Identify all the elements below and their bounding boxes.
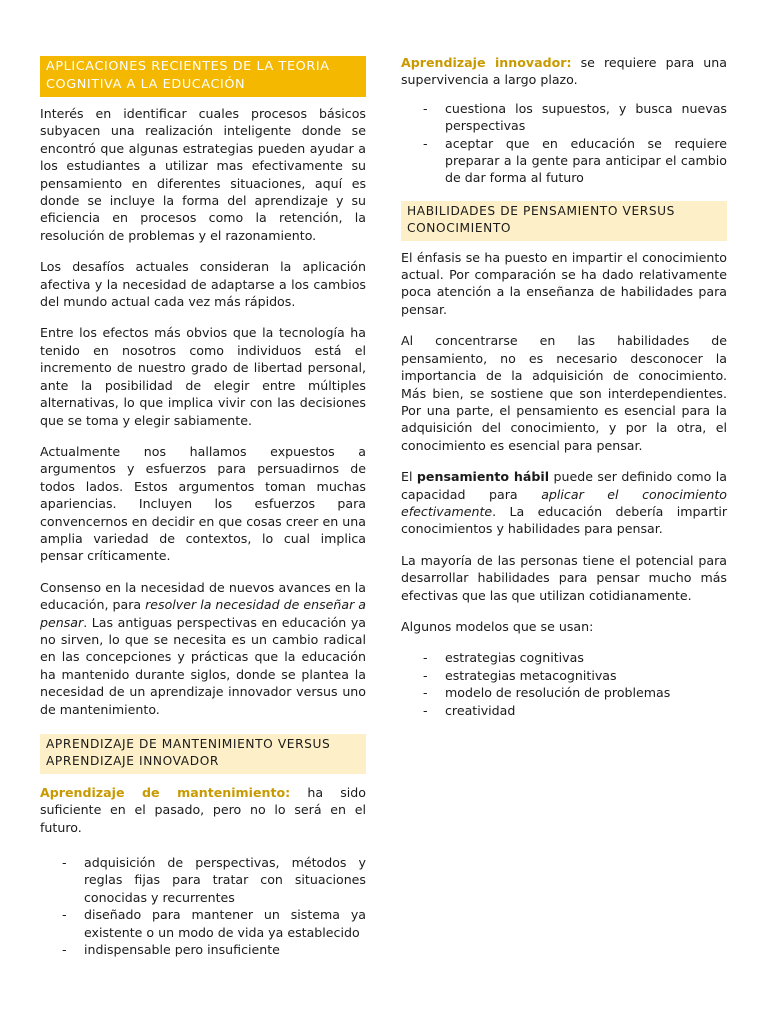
main-title: APLICACIONES RECIENTES DE LA TEORIA COGNITIVA A LA EDUCACIÓN bbox=[46, 59, 330, 92]
dash-bullet-icon: - bbox=[423, 135, 428, 151]
list-item-text: indispensable pero insuficiente bbox=[84, 942, 280, 958]
list-item bbox=[401, 667, 727, 684]
paragraph-mayoria: La mayoría de las personas tiene el potencial para desarrollar habilidades para pensar mucho más efectivas que las que utilizan cotidianamente. bbox=[401, 552, 727, 603]
list-item bbox=[40, 941, 366, 958]
right-column bbox=[401, 54, 727, 719]
paragraph-argumentos: Actualmente nos hallamos expuestos a argumentos y esfuerzos para persuadirnos de todos lados. Estos argumentos toman muchas apariencias. Incluyen los esfuerzos para convencernos en decidir en que cosas creer en una amplia variedad de contextos, lo cual implica pensar críticamente. bbox=[40, 443, 366, 564]
section-banner-habilidades bbox=[401, 201, 727, 241]
paragraph-desafios: Los desafíos actuales consideran la aplicación afectiva y la necesidad de adaptarse a los cambios del mundo actual cada vez más rápidos. bbox=[40, 259, 366, 310]
list-item bbox=[401, 100, 727, 135]
paragraph-interes: Interés en identificar cuales procesos básicos subyacen una realización inteligente donde se encontró que algunas estrategias pueden ayudar a los estudiantes a utilizar mas efectivamente su pensamiento en diferentes situaciones, aquí es donde se incluye la forma del aprendizaje y su eficiencia en procesos como la retención, la resolución de problemas y el razonamiento. bbox=[40, 106, 366, 243]
list-item-text: diseñado para mantener un sistema ya existente o un modo de vida ya establecido bbox=[84, 907, 366, 940]
models-list bbox=[401, 649, 727, 719]
innovador-list bbox=[401, 100, 727, 187]
innovador-label: Aprendizaje innovador: bbox=[401, 55, 572, 70]
consenso-emphasis: resolver la necesidad de enseñar a pensar bbox=[40, 597, 366, 630]
list-item bbox=[40, 854, 366, 906]
dash-bullet-icon: - bbox=[62, 855, 67, 871]
habil-text-c: . La educación debería impartir conocimientos y habilidades para pensar. bbox=[401, 503, 727, 537]
list-item-text: aceptar que en educación se requiere preparar a la gente para anticipar el cambio de dar forma al futuro bbox=[445, 135, 727, 186]
mantenimiento-list bbox=[40, 854, 366, 958]
left-column bbox=[40, 56, 366, 958]
dash-bullet-icon: - bbox=[62, 942, 67, 958]
list-item bbox=[401, 135, 727, 187]
consenso-text-a: Consenso en la necesidad de nuevos avances en la educación, para bbox=[40, 579, 366, 613]
paragraph-concentrarse: Al concentrarse en las habilidades de pensamiento, no es necesario desconocer la importancia de la adquisición de conocimiento. Más bien, se sostiene que son interdependientes. Por una parte, el pensamiento es esencial para la adquisición del conocimiento, y por la otra, el conocimiento es esencial para pensar. bbox=[401, 333, 727, 453]
list-item-text: modelo de resolución de problemas bbox=[445, 685, 671, 701]
consenso-text-b: . Las antiguas perspectivas en educación ya no sirven, lo que se necesita es un cambio radical en las concepciones y prácticas que la educación ha mantenido durante siglos, donde se plantea la necesidad de un aprendizaje innovador versus uno de mantenimiento. bbox=[40, 614, 366, 717]
section-banner-mantenimiento bbox=[40, 734, 366, 774]
mantenimiento-text: ha sido suficiente en el pasado, pero no lo será en el futuro. bbox=[40, 784, 366, 835]
list-item-text: estrategias metacognitivas bbox=[445, 667, 617, 683]
section-title-habilidades: HABILIDADES DE PENSAMIENTO VERSUS CONOCIMIENTO bbox=[407, 203, 676, 236]
section-title-mantenimiento: APRENDIZAJE DE MANTENIMIENTO VERSUS APRENDIZAJE INNOVADOR bbox=[46, 737, 331, 769]
list-item-text: adquisición de perspectivas, métodos y reglas fijas para tratar con situaciones conocidas y recurrentes bbox=[84, 855, 366, 905]
paragraph-consenso bbox=[40, 579, 366, 718]
paragraph-innovador bbox=[401, 54, 727, 89]
dash-bullet-icon: - bbox=[423, 100, 428, 116]
list-item bbox=[401, 649, 727, 666]
dash-bullet-icon: - bbox=[423, 650, 428, 666]
list-item-text: estrategias cognitivas bbox=[445, 650, 584, 666]
list-item bbox=[401, 702, 727, 719]
paragraph-modelos: Algunos modelos que se usan: bbox=[401, 618, 594, 634]
list-item-text: creatividad bbox=[445, 702, 516, 718]
paragraph-enfasis: El énfasis se ha puesto en impartir el conocimiento actual. Por comparación se ha dado relativamente poca atención a la enseñanza de habilidades para pensar. bbox=[401, 249, 727, 317]
dash-bullet-icon: - bbox=[423, 667, 428, 683]
habil-bold: pensamiento hábil bbox=[416, 469, 550, 485]
innovador-text: se requiere para una supervivencia a largo plazo. bbox=[401, 55, 727, 88]
dash-bullet-icon: - bbox=[423, 685, 428, 701]
dash-bullet-icon: - bbox=[62, 907, 67, 923]
mantenimiento-label: Aprendizaje de mantenimiento: bbox=[40, 784, 291, 800]
dash-bullet-icon: - bbox=[423, 702, 428, 718]
habil-text-b: puede ser definido como la capacidad para bbox=[401, 469, 727, 502]
list-item bbox=[40, 906, 366, 941]
main-title-banner bbox=[40, 56, 366, 97]
habil-emphasis: aplicar el conocimiento efectivamente bbox=[401, 486, 727, 519]
list-item bbox=[401, 684, 727, 701]
list-item-text: cuestiona los supuestos, y busca nuevas perspectivas bbox=[445, 100, 727, 134]
habil-text-a: El bbox=[401, 469, 417, 485]
paragraph-tecnologia: Entre los efectos más obvios que la tecnología ha tenido en nosotros como individuos está el incremento de nuestro grado de libertad personal, ante la posibilidad de elegir entre múltiples alternativas, lo que implica vivir con las decisiones que se toma y elegir sabiamente. bbox=[40, 325, 366, 428]
paragraph-pensamiento-habil bbox=[401, 468, 727, 538]
paragraph-mantenimiento bbox=[40, 784, 366, 836]
